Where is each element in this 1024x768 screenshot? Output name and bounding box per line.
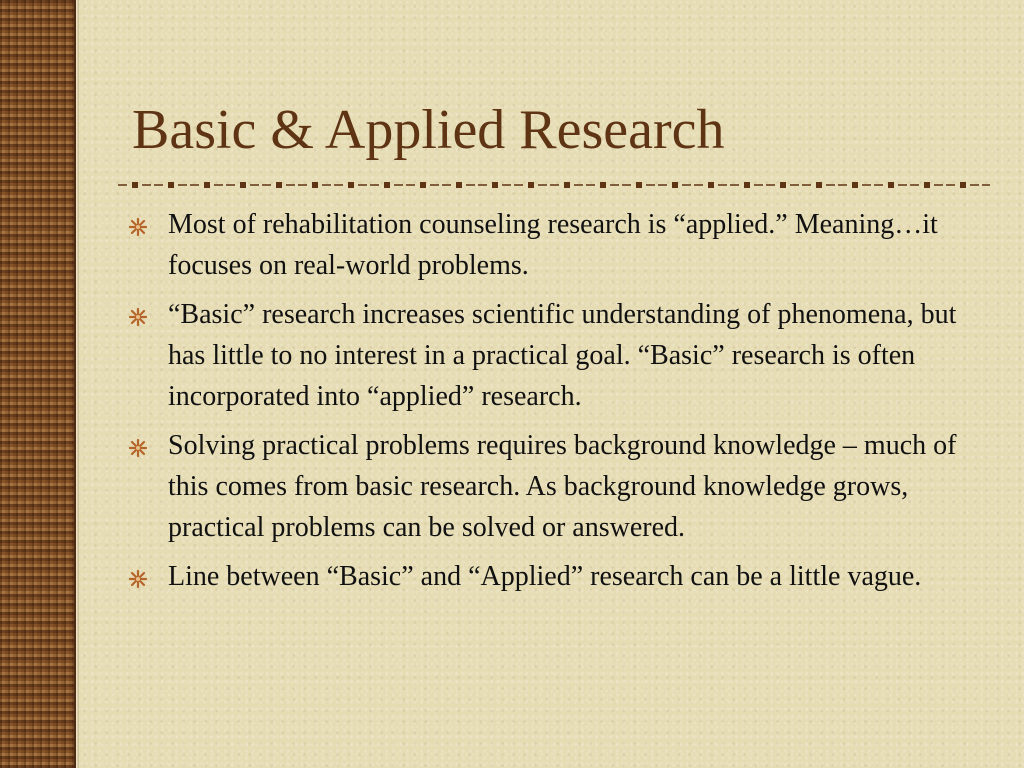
- title-divider: [118, 176, 990, 194]
- bullet-text-4: Line between “Basic” and “Applied” research can be a little vague.: [168, 561, 922, 592]
- divider-dot: [240, 182, 246, 188]
- divider-dot: [852, 182, 858, 188]
- divider-dot: [744, 182, 750, 188]
- divider-dot: [960, 182, 966, 188]
- woven-side-border: [0, 0, 76, 768]
- bullet-text-1: Most of rehabilitation counseling research is “applied.” Meaning…it focuses on real-world problems.: [168, 209, 938, 281]
- divider-dot: [672, 182, 678, 188]
- divider-dot: [168, 182, 174, 188]
- bullet-item-2: [126, 294, 976, 417]
- divider-dot: [312, 182, 318, 188]
- divider-dot: [924, 182, 930, 188]
- bullet-list: [126, 204, 976, 605]
- divider-dot: [708, 182, 714, 188]
- divider-dot: [132, 182, 138, 188]
- bullet-item-1: [126, 204, 976, 286]
- asterisk-star-icon: [128, 307, 148, 327]
- bullet-item-4: [126, 556, 976, 597]
- divider-dot: [420, 182, 426, 188]
- divider-dot: [600, 182, 606, 188]
- divider-dot: [204, 182, 210, 188]
- divider-dot: [528, 182, 534, 188]
- divider-dot: [348, 182, 354, 188]
- bullet-text-3: Solving practical problems requires background knowledge – much of this comes from basic research. As background knowledge grows, practical problems can be solved or answered.: [168, 430, 957, 543]
- divider-dot: [276, 182, 282, 188]
- asterisk-star-icon: [128, 217, 148, 237]
- divider-dot: [456, 182, 462, 188]
- divider-dot: [636, 182, 642, 188]
- side-border-edge: [76, 0, 79, 768]
- divider-dot: [384, 182, 390, 188]
- asterisk-star-icon: [128, 569, 148, 589]
- divider-dot: [816, 182, 822, 188]
- asterisk-star-icon: [128, 438, 148, 458]
- divider-dot: [780, 182, 786, 188]
- bullet-item-3: [126, 425, 976, 548]
- bullet-text-2: “Basic” research increases scientific understanding of phenomena, but has little to no interest in a practical goal. “Basic” research is often incorporated into “applied” research.: [168, 299, 957, 412]
- divider-dot: [492, 182, 498, 188]
- divider-dot: [564, 182, 570, 188]
- divider-dot: [888, 182, 894, 188]
- slide-title: Basic & Applied Research: [132, 99, 725, 161]
